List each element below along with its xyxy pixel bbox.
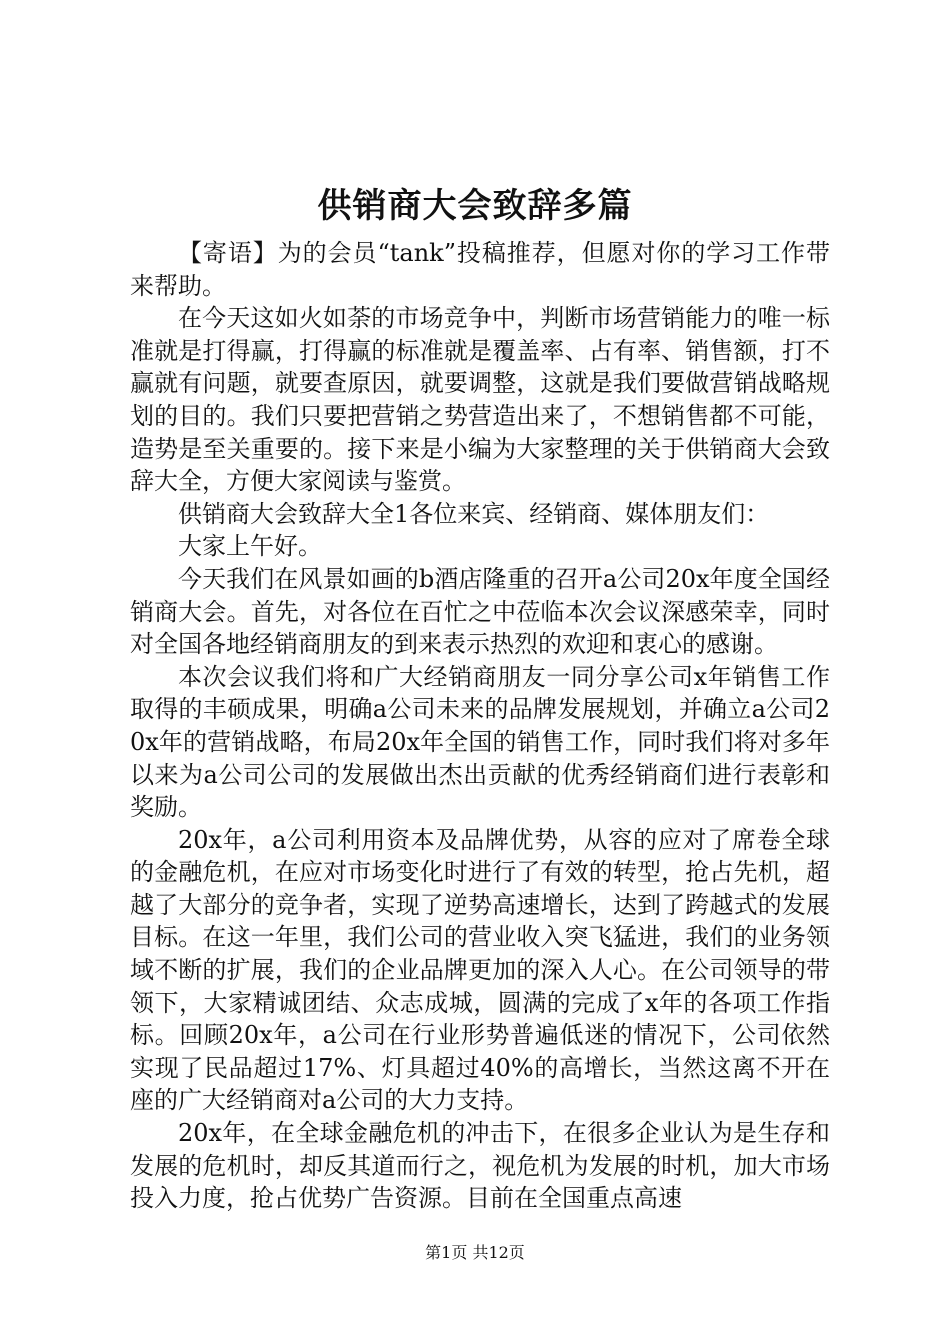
paragraph-intro: 在今天这如火如荼的市场竞争中，判断市场营销能力的唯一标准就是打得赢，打得赢的标准就是覆盖率、占有率、销售额，打不赢就有问题，就要查原因，就要调整，这就是我们要做营销战略规划的目的。我们只要把营销之势营造出来了，不想销售都不可能，造势是至关重要的。接下来是小编为大家整理的关于供销商大会致辞大全，方便大家阅读与鉴赏。	[130, 304, 830, 496]
page-number-footer: 第1页 共12页	[425, 1243, 525, 1262]
paragraph-foreword: 【寄语】为的会员“tank”投稿推荐，但愿对你的学习工作带来帮助。	[130, 239, 830, 300]
paragraph-conference-opening: 今天我们在风景如画的b酒店隆重的召开a公司20x年度全国经销商大会。首先，对各位在百忙之中莅临本次会议深感荣幸，同时对全国各地经销商朋友的到来表示热烈的欢迎和衷心的感谢。	[130, 564, 830, 659]
paragraph-greeting: 供销商大会致辞大全1各位来宾、经销商、媒体朋友们：	[178, 499, 770, 528]
paragraph-meeting-agenda: 本次会议我们将和广大经销商朋友一同分享公司x年销售工作取得的丰硕成果，明确a公司未来的品牌发展规划，并确立a公司20x年的营销战略，布局20x年全国的销售工作，同时我们将对多年以来为a公司公司的发展做出杰出贡献的优秀经销商们进行表彰和奖励。	[130, 662, 830, 822]
paragraph-annual-review: 20x年，a公司利用资本及品牌优势，从容的应对了席卷全球的金融危机，在应对市场变化时进行了有效的转型，抢占先机，超越了大部分的竞争者，实现了逆势高速增长，达到了跨越式的发展目标。在这一年里，我们公司的营业收入突飞猛进，我们的业务领域不断的扩展，我们的企业品牌更加的深入人心。在公司领导的带领下，大家精诚团结、众志成城，圆满的完成了x年的各项工作指标。回顾20x年，a公司在行业形势普遍低迷的情况下，公司依然实现了民品超过17%、灯具超过40%的高增长，当然这离不开在座的广大经销商对a公司的大力支持。	[130, 825, 830, 1115]
document-body	[130, 237, 830, 1215]
document-title: 供销商大会致辞多篇	[317, 186, 633, 226]
paragraph-good-morning: 大家上午好。	[178, 532, 322, 561]
paragraph-market-strategy: 20x年，在全球金融危机的冲击下，在很多企业认为是生存和发展的危机时，却反其道而行之，视危机为发展的时机，加大市场投入力度，抢占优势广告资源。目前在全国重点高速	[130, 1119, 830, 1213]
